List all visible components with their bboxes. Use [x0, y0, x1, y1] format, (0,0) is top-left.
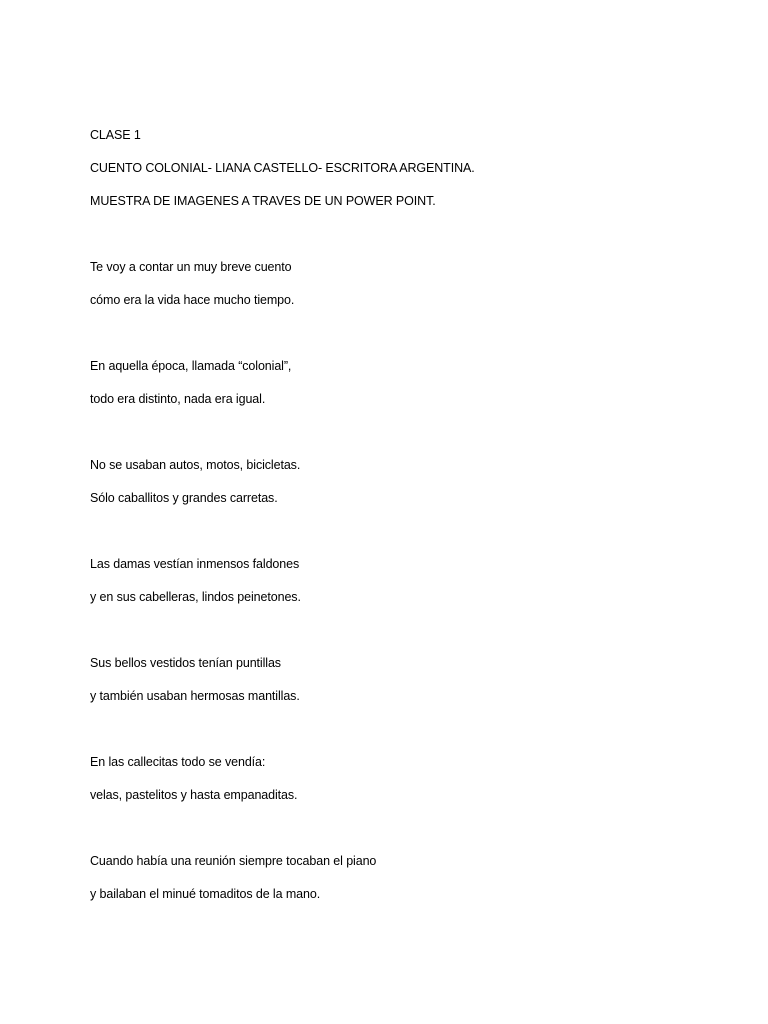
paragraph-spacer: [90, 225, 710, 243]
poem-line: Sus bellos vestidos tenían puntillas: [90, 656, 281, 670]
class-title: CLASE 1: [90, 128, 141, 142]
poem-line: y bailaban el minué tomaditos de la mano.: [90, 887, 321, 901]
story-heading: CUENTO COLONIAL- LIANA CASTELLO- ESCRITORA ARGENTINA.: [90, 161, 475, 175]
poem-line: cómo era la vida hace mucho tiempo.: [90, 293, 295, 307]
paragraph-spacer: [90, 819, 710, 837]
paragraph-spacer: [90, 423, 710, 441]
document-body: [90, 126, 710, 918]
poem-line: Cuando había una reunión siempre tocaban el piano: [90, 854, 377, 868]
paragraph-spacer: [90, 621, 710, 639]
poem-line: Sólo caballitos y grandes carretas.: [90, 491, 278, 505]
poem-line: y en sus cabelleras, lindos peinetones.: [90, 590, 301, 604]
poem-line: En las callecitas todo se vendía:: [90, 755, 266, 769]
paragraph-spacer: [90, 720, 710, 738]
paragraph-spacer: [90, 324, 710, 342]
poem-line: y también usaban hermosas mantillas.: [90, 689, 300, 703]
poem-line: velas, pastelitos y hasta empanaditas.: [90, 788, 298, 802]
poem-line: Las damas vestían inmensos faldones: [90, 557, 300, 571]
poem-line: Te voy a contar un muy breve cuento: [90, 260, 292, 274]
activity-note: MUESTRA DE IMAGENES A TRAVES DE UN POWER POINT.: [90, 194, 436, 208]
poem-line: No se usaban autos, motos, bicicletas.: [90, 458, 301, 472]
paragraph-spacer: [90, 522, 710, 540]
poem-line: En aquella época, llamada “colonial”,: [90, 359, 292, 373]
poem-line: todo era distinto, nada era igual.: [90, 392, 266, 406]
